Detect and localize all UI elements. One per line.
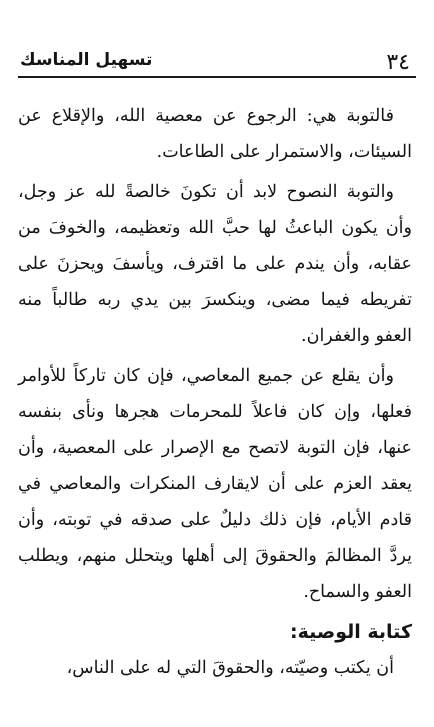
section-heading-will: كتابة الوصية: bbox=[289, 621, 412, 643]
page-header bbox=[18, 44, 416, 78]
header-rule bbox=[18, 76, 416, 78]
paragraph-sincere-repentance: والتوبة النصوح لابد أن تكونَ خالصةً لله عز وجل، وأن يكون الباعثُ لها حبَّ الله وتعظيمه، والخوفَ من عقابه، وأن يندم على ما اقترف، ويأسفَ ويحزنَ على تفريطه فيما مضى، وينكسرَ بين يدي ربه طالباً منه العفو والغفران. bbox=[18, 182, 412, 346]
page-number: ٣٤ bbox=[386, 50, 410, 75]
paragraph-abandon-sins: وأن يقلع عن جميع المعاصي، فإن كان تاركاً للأوامر فعلها، وإن كان فاعلاً للمحرمات هجرها ونأى بنفسه عنها، فإن التوبة لاتصح مع الإصرار على المعصية، وأن يعقد العزم على أن لايقارف المنكرات والمعاصي في قادم الأيام، فإن ذلك دليلٌ على صدقه في توبته، وأن يردَّ المظالمَ والحقوقَ إلى أهلها ويتحلل منهم، ويطلب العفو والسماح. bbox=[18, 366, 412, 602]
paragraph-write-will: أن يكتب وصيّته، والحقوقَ التي له على الناس، bbox=[66, 658, 394, 678]
body-text bbox=[18, 98, 412, 690]
running-title: تسهيل المناسك bbox=[20, 50, 153, 70]
paragraph-repentance-definition: فالتوبة هي: الرجوع عن معصية الله، والإقلاع عن السيئات، والاستمرار على الطاعات. bbox=[18, 106, 412, 162]
